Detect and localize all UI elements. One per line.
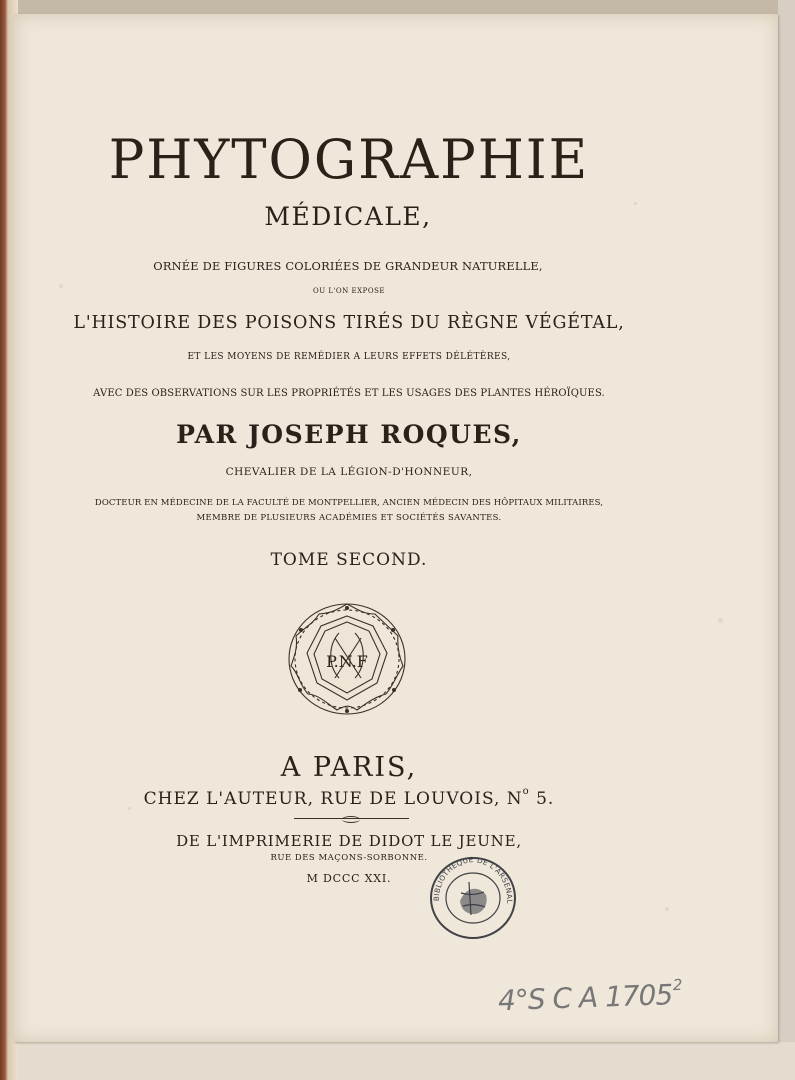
decorative-rule — [294, 818, 409, 819]
publication-place: A PARIS, — [280, 752, 418, 783]
printer-line: DE L'IMPRIMERIE DE DIDOT LE JEUNE, — [176, 832, 522, 850]
fleuron-emblem-icon — [281, 596, 413, 722]
author-honor: CHEVALIER DE LA LÉGION-D'HONNEUR, — [225, 466, 473, 478]
library-stamp-text: BIBLIOTHEQUE DE L'ARSENAL — [431, 854, 515, 904]
description-line-5: AVEC DES OBSERVATIONS SUR LES PROPRIÉTÉS ET LES USAGES DES PLANTES HÉROÏQUES. — [93, 388, 605, 399]
emblem-monogram: P.N.F — [326, 652, 368, 671]
publisher-line — [0, 786, 731, 809]
publisher-text: CHEZ L'AUTEUR, RUE DE LOUVOIS, N — [143, 789, 523, 809]
author-line: PAR JOSEPH ROQUES, — [176, 420, 522, 449]
printer-address: RUE DES MAÇONS-SORBONNE. — [270, 853, 428, 863]
description-line-2: OU L'ON EXPOSE — [313, 287, 385, 295]
author-credentials-1: DOCTEUR EN MÉDECINE DE LA FACULTÉ DE MONTPELLIER, ANCIEN MÉDECIN DES HÔPITAUX MILITAIRES, — [94, 498, 604, 508]
scan-background-bottom — [18, 1042, 795, 1080]
description-line-1: ORNÉE DE FIGURES COLORIÉES DE GRANDEUR NATURELLE, — [153, 259, 543, 273]
publisher-number: 5. — [529, 789, 555, 809]
scan-background-right — [778, 0, 795, 1080]
publisher-superscript: o — [522, 786, 530, 798]
author-credentials-2: MEMBRE DE PLUSIEURS ACADÉMIES ET SOCIÉTÉS SAVANTES. — [196, 513, 502, 523]
pencil-shelfmark — [497, 975, 682, 1018]
library-stamp-icon — [427, 854, 519, 942]
book-title: PHYTOGRAPHIE — [108, 128, 590, 191]
description-line-3: L'HISTOIRE DES POISONS TIRÉS DU RÈGNE VÉGÉTAL, — [73, 313, 625, 333]
book-subtitle: MÉDICALE, — [264, 202, 432, 231]
description-line-4: ET LES MOYENS DE REMÉDIER A LEURS EFFETS DÉLÉTÈRES, — [187, 352, 511, 362]
volume-label: TOME SECOND. — [270, 550, 428, 570]
shelfmark-superscript: 2 — [672, 975, 682, 994]
paper-spot — [718, 618, 723, 623]
shelfmark-text: 4°S C A 1705 — [497, 978, 673, 1018]
paper-spot — [665, 907, 669, 911]
publication-date: M DCCC XXI. — [306, 872, 392, 885]
